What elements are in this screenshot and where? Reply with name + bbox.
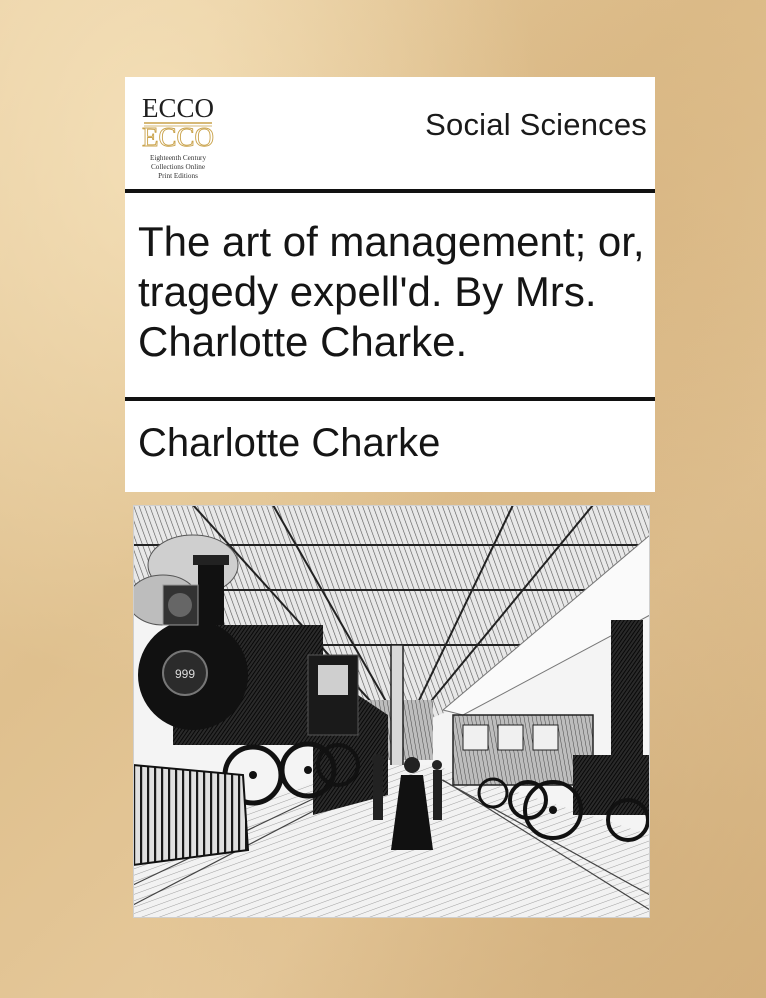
logo-caption-1: Eighteenth Century: [149, 154, 207, 162]
header-panel: [125, 77, 655, 191]
title-panel: [125, 193, 655, 398]
cover-illustration: [133, 505, 650, 918]
engine-number: 999: [174, 667, 196, 681]
logo-caption-2: Collections Online: [150, 163, 206, 171]
author-panel: [125, 401, 655, 492]
logo-caption-3: Print Editions: [158, 172, 198, 180]
book-author: Charlotte Charke: [138, 421, 441, 465]
book-title: The art of management; or, tragedy expell'd. By Mrs. Charlotte Charke.: [138, 218, 645, 365]
series-label: Social Sciences: [425, 107, 647, 142]
logo-mark-bottom: ECCO: [141, 122, 215, 152]
logo-mark-top: ECCO: [141, 93, 215, 123]
ecco-logo: [138, 87, 218, 183]
